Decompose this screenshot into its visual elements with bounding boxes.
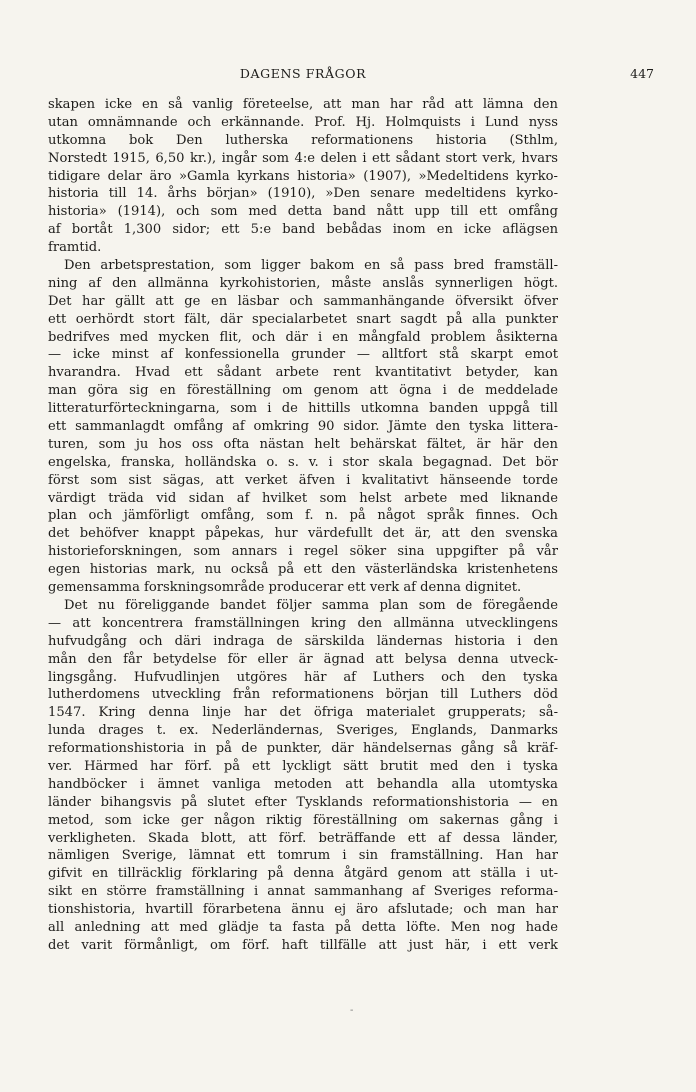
text-line: litteraturförteckningarna, som i de hittills utkomna banden uppgå till xyxy=(48,401,558,417)
text-line: tionshistoria, hvartill förarbetena ännu ej äro afslutade; och man har xyxy=(48,902,558,918)
text-line: mån den får betydelse för eller är ägnad att belysa denna utveck- xyxy=(48,651,558,667)
text-line: skapen icke en så vanlig företeelse, att man har råd att lämna den xyxy=(48,97,558,112)
text-line: det varit förmånligt, om förf. haft tillfälle att just här, i ett verk xyxy=(48,937,558,953)
text-line: utkomna bok Den lutherska reformationens historia (Sthlm, xyxy=(48,132,558,148)
text-line: historieforskningen, som annars i regel söker sina uppgifter på vår xyxy=(48,544,558,560)
body-text xyxy=(48,96,558,955)
text-line: egen historias mark, nu också på ett den västerländska kristenhetens xyxy=(48,562,558,578)
text-line: turen, som ju hos oss ofta nästan helt behärskat fältet, är här den xyxy=(48,436,558,452)
text-line: Den arbetsprestation, som ligger bakom en så pass bred framställ- xyxy=(64,258,558,274)
text-line: handböcker i ämnet vanliga metoden att behandla alla utomtyska xyxy=(48,776,558,792)
text-line: lutherdomens utveckling från reformationens början till Luthers död xyxy=(48,687,558,703)
running-head xyxy=(48,66,654,86)
text-line: framtid. xyxy=(48,240,102,256)
text-line: historia till 14. århs början» (1910), »Den senare medeltidens kyrko- xyxy=(48,186,558,202)
text-line: reformationshistoria in på de punkter, där händelsernas gång så kräf- xyxy=(48,741,558,757)
text-line: länder bihangsvis på slutet efter Tysklands reformationshistoria — en xyxy=(48,794,558,810)
text-line: man göra sig en föreställning om genom att ögna i de meddelade xyxy=(48,383,558,399)
text-line: utan omnämnande och erkännande. Prof. Hj. Holmquists i Lund nyss xyxy=(48,114,558,130)
text-line: — icke minst af konfessionella grunder — alltfort stå skarpt emot xyxy=(48,347,558,363)
text-line: gifvit en tillräcklig förklaring på denna åtgärd genom att ställa i ut- xyxy=(48,866,558,882)
text-line: lunda drages t. ex. Nederländernas, Sveriges, Englands, Danmarks xyxy=(48,723,558,739)
text-line: ver. Härmed har förf. på ett lyckligt sätt brutit med den i tyska xyxy=(48,758,558,774)
text-line: nämligen Sverige, lämnat ett tomrum i sin framställning. Han har xyxy=(48,848,558,864)
text-line: Norstedt 1915, 6,50 kr.), ingår som 4:e delen i ett sådant stort verk, hvars xyxy=(48,150,558,166)
text-line: Det nu föreliggande bandet följer samma plan som de föregående xyxy=(64,597,558,613)
printer-mark: - xyxy=(350,1005,354,1016)
text-line: verkligheten. Skada blott, att förf. beträffande ett af dessa länder, xyxy=(48,830,558,846)
text-line: hufvudgång och däri indraga de särskilda ländernas historia i den xyxy=(48,633,558,649)
text-line: ett oerhördt stort fält, där specialarbetet snart sagdt på alla punkter xyxy=(48,311,558,327)
text-line: lingsgång. Hufvudlinjen utgöres här af Luthers och den tyska xyxy=(48,669,558,685)
text-line: — att koncentrera framställningen kring den allmänna utvecklingens xyxy=(48,615,558,631)
text-line: plan och jämförligt omfång, som f. n. på något språk finnes. Och xyxy=(48,508,558,524)
text-line: gemensamma forskningsområde producerar ett verk af denna dignitet. xyxy=(48,580,522,596)
text-line: sikt en större framställning i annat sammanhang af Sveriges reforma- xyxy=(48,884,558,900)
text-line: hvarandra. Hvad ett sådant arbete rent kvantitativt betyder, kan xyxy=(48,365,558,381)
text-line: först som sist sägas, att verket äfven i kvalitativt hänseende torde xyxy=(48,472,558,488)
text-line: ett sammanlagdt omfång af omkring 90 sidor. Jämte den tyska littera- xyxy=(48,419,558,435)
text-line: 1547. Kring denna linje har det öfriga materialet grupperats; så- xyxy=(48,705,558,721)
text-line: värdigt träda vid sidan af hvilket som helst arbete med liknande xyxy=(48,490,558,506)
page-number: 447 xyxy=(630,66,654,81)
text-line: af bortåt 1,300 sidor; ett 5:e band bebådas inom en icke aflägsen xyxy=(48,222,558,238)
text-line: engelska, franska, holländska o. s. v. i stor skala begagnad. Det bör xyxy=(48,454,558,470)
text-line: tidigare delar äro »Gamla kyrkans historia» (1907), »Medeltidens kyrko- xyxy=(48,168,558,184)
running-title: DAGENS FRÅGOR xyxy=(239,66,367,81)
text-line: metod, som icke ger någon riktig föreställning om sakernas gång i xyxy=(48,812,558,828)
text-line: Det har gällt att ge en läsbar och sammanhängande öfversikt öfver xyxy=(48,293,558,309)
text-line: all anledning att med glädje ta fasta på detta löfte. Men nog hade xyxy=(48,919,558,935)
text-line: historia» (1914), och som med detta band nått upp till ett omfång xyxy=(48,204,558,220)
text-line: bedrifves med mycken flit, och där i en mångfald problem åsikterna xyxy=(48,329,558,345)
text-line: det behöfver knappt påpekas, hur värdefullt det är, att den svenska xyxy=(48,526,558,542)
text-line: ning af den allmänna kyrkohistorien, måste anslås synnerligen högt. xyxy=(48,275,558,291)
